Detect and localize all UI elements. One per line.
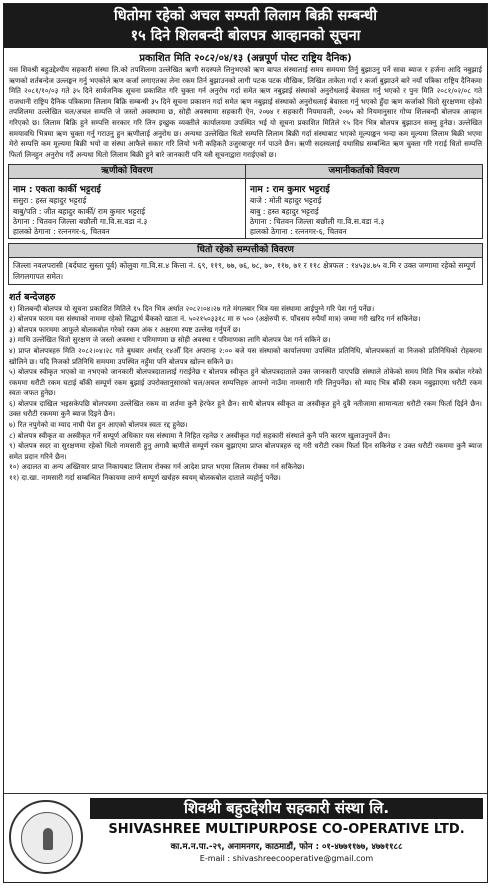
borrower-line: ठेगाना : चितवन जिल्ला बछौली गा.वि.स.वडा नं.३	[13, 216, 148, 226]
notice-header	[4, 4, 487, 48]
notice-body-text: यस शिवश्री बहुउद्देश्यीय सहकारी संस्था लि.को तपशिलमा उल्लेखित ऋणी सदस्यले लिनुभएको ऋण बापत संस्थालाई समय समयमा तिर्नु बुझाउनु पर्ने सावा ब्याज र हर्जना आदि नबुझाई ऋणको शर्तबन्देज उल्लङ्घन गर्नु भएकोले ऋण कर्जा लगाएतका लेना रकम तिर्न बुझाउनको लागी पटक पटक मौखिक, लिखित ताकेता गर्दा र कर्जा बुझाउने बारे नयाँ पत्रिका राष्ट्रिय दैनिकमा मिति २०८१/१०/०३ गते ३५ दिने सार्वजनिक सूचना प्रकाशित गरि चुक्ता गर्न अनुरोध गर्दा समेत ऋण नबुझाई संस्थाको अनुरोधलाई बेवास्ता गर्नु भएको र पुनः मिति २०८१/०२/०८ गते राजधानी राष्ट्रिय दैनिक पत्रिकामा लिलाम बिक्रि सम्बन्धी ३५ दिने सूचना प्रकाशन गर्दा समेत ऋण नबुझाई संस्थाको अनुरोधलाई बेवास्ता गर्नु भएको हुँदा ऋण कर्जाको धितो सुरक्षणमा रहेको तपशिलमा उल्लेखित चल/अचल सम्पत्ति जे जस्तो अवस्थामा छ, सोही अवस्थामा सहकारी ऐन, २०७४ र सहकारी नियमावली, २०७५ को नियमानुसार गोप्य शिलबन्दी बोलपत्र आव्हान गरिएको छ। लिलाम बिक्रि हुने सम्पत्ति सरकार गरि लिन इच्छुक व्यक्तीले कार्यालयमा उपस्थित भई यो सूचना प्रकाशित मितिले १५ दिन भित्र बोलपत्र बुझाउन सक्नु हुनेछ। उल्लेखित समयावधि भित्रमा ऋण चुक्ता गर्नु गराउनु हुन ऋणीलाई अनुरोध छ। अन्यथा उल्लेखित धितो सम्पत्ति लिलाम बिक्री गर्दा संस्थाबाट भएको मूल्याङ्कन भन्दा कम मूल्यमा लिलाम बिक्री भएमा मेरो सम्पत्ति कम मूल्यमा बिक्री भयो वा संस्था आफैले सकार गरि लियो भनी कहिकतै उजुरबाजुर गर्न पाउने छैन। ऋणी सदस्यलाई यथासिघ्र सम्बन्धित ऋण चुक्ता गरि गराई धितो सम्पत्ति फिर्ता लिनहुन अनुरोध गर्दै अन्यथा धितो लिलाम बिक्री हुने बारे जानकारी पनि यसै सूचनाद्वारा गराईएको छ।	[9, 65, 482, 159]
terms-item: ३) बोलपत्र फारममा आफुले बोलकबोल गरेको रकम अंक र अक्षरमा स्पष्ट उल्लेख गर्नुपर्ने छ।	[9, 324, 241, 334]
parties-row	[9, 165, 482, 237]
org-address: का.म.न.पा.-२९, अनामनगर, काठमाडौं, फोन : ०१-४७७११७७, ४७७११८८	[170, 842, 403, 852]
org-name-english: SHIVASHREE MULTIPURPOSE CO-OPERATIVE LTD.	[108, 822, 465, 837]
terms-item: १) शिलबन्दी बोलपत्र यो सूचना प्रकाशित मितिले १५ दिन भित्र अर्थात २०८२।०४।२७ गते मंगलबार भित्र यस संस्थामा आईपुग्ने गरि पेश गर्नु पर्नेछ।	[9, 303, 375, 313]
terms-item: ७) रित नपुगेको वा म्याद नाघी पेश हुन आएको बोलपत्र स्वतः रद्द हुनेछ।	[9, 420, 188, 430]
property-details	[8, 243, 483, 285]
guarantor-heading: जमानीकर्ताको विवरण	[246, 165, 482, 179]
borrower-name: नाम : एकता कार्की भट्टराई	[13, 185, 101, 196]
guarantor-line: बाबु : हस्त बहादुर भट्टराई	[250, 206, 319, 216]
terms-item: ५) बोलपत्र स्वीकृत भएको वा नभएको जानकारी बोलपत्रदातालाई गराईनेछ र बोलपत्र स्वीकृत हुने बोलपत्रदाताले उक्त जानकारी पाएपछि संस्थाले तोकेको समय मिति भित्र कबोल गरेको रकममा धरौटी रकम घटाई बाँकी सम्पूर्ण रकम बुझाई उपरोक्तानुसारको चल/अचल सम्पत्तिहरु आफ्नो नाउँमा नामसारी गरि लिनुपर्नेछ। सो म्याद भित्र बाँकी रकम नबुझाएमा धरौटी रकम स्वतः जफत हुनेछ।	[9, 367, 482, 398]
borrower-heading: ऋणीको विवरण	[9, 165, 245, 179]
guarantor-line: ठेगाना : चितवन जिल्ला बछौली गा.वि.स.वडा नं.३	[250, 216, 385, 226]
borrower-line: ससुरा : हस्त बहादुर भट्टराई	[13, 196, 87, 206]
logo-emblem	[21, 812, 73, 864]
terms-item: २) बोलपत्र फारम यस संस्थाको नाममा रहेको सिद्धार्थ बैंकको खाता नं. ५०२१५०३३१८ मा रु ५०० (अक्षेरुपी रु. पाँचसय रुपैयाँ मात्र) जम्मा गरी खरिद गर्न सकिनेछ।	[9, 314, 421, 324]
property-heading: धितो रहेको सम्पत्तीको विवरण	[9, 244, 482, 258]
borrower-details	[9, 165, 245, 237]
cooperative-logo	[9, 800, 83, 874]
notice-footer	[4, 793, 487, 882]
terms-item: ३) माथि उल्लेखित धितो सुरक्षण जे जस्तो अवस्था र परिमाणमा छ सोही अवस्था र परिमाणका लागि बोलपत्र पेश गर्न सकिने छ।	[9, 335, 331, 345]
notice-page	[3, 3, 488, 883]
guarantor-details	[245, 165, 482, 237]
published-date: प्रकाशित मिति २०८२/०४/१३ (अन्नपूर्ण पोस्ट राष्ट्रिय दैनिक)	[139, 53, 352, 64]
guarantor-name: नाम : राम कुमार भट्टराई	[250, 185, 330, 196]
header-line-2: १५ दिने शिलबन्दी बोलपत्र आव्हानको सूचना	[130, 28, 361, 44]
guarantor-line: बाजे : मोती बहादुर भट्टराई	[250, 196, 322, 206]
terms-item: ८) बोलपत्र स्वीकृत वा अस्वीकृत गर्ने सम्पूर्ण अधिकार यस संस्थामा नै निहित रहनेछ र अस्वीकृत गर्दा सहकारी संस्थाले कुनै पनि कारण खुलाउनुपर्ने छैन।	[9, 430, 391, 440]
borrower-line: बाबु/पति : जीत बहादुर कार्की/ राम कुमार भट्टराई	[13, 206, 146, 216]
deity-figure-icon	[43, 828, 53, 850]
org-email: E-mail : shivashreecooperative@gmail.com	[199, 854, 374, 863]
terms-item: ४) प्राप्त बोलपत्रहरु मिति २०८२।०४।२८ गते बुधबार अर्थात् १४औँ दिन अपरान्ह २:०० बजे यस संस्थाको कार्यालयमा उपस्थित प्रतिनिधि, बोलपत्रकर्ता वा निजको प्रतिनिधिको रोहबरमा खोलिने छ। यदि निजको प्रतिनिधि समयमा उपस्थित नहुँमा पनि बोलपत्र खोल्न सकिने छ।	[9, 345, 482, 366]
terms-list	[9, 304, 482, 484]
terms-item: १०) अदालत वा अन्य अख्तियार प्राप्त निकायबाट लिलाम रोक्का गर्न आदेश प्राप्त भएमा लिलाम रोक्का गर्न सकिनेछ।	[9, 462, 305, 472]
property-text: जिल्ला नवलपरासी (बर्दघाट सुस्ता पूर्व) कोलुवा गा.वि.स.४ कित्ता नं. ६९, ११९, ७७, ७६, ७८, ७०, ११७, ७१ र ११८ क्षेत्रफल : १४५३४.७५ व.मि र उक्त जग्गामा रहेको सम्पूर्ण लिगलगापत समेत।	[13, 260, 476, 281]
org-details	[90, 798, 483, 864]
terms-item: ९) बोलपत्र सदर वा सुरक्षणमा रहेको धितो नामसारी हुनु अगावै ऋणीले सम्पूर्ण रकम बुझाएमा प्राप्त बोलपत्रहरु रद्द गरी धरौटी रकम फिर्ता दिन सकिनेछ र उक्त धरौटी रकममा कुनै ब्याज समेत प्रदान गरिने छैन।	[9, 441, 482, 461]
parties-table	[8, 164, 483, 238]
guarantor-line: हालको ठेगाना : रत्ननगर-६, चितवन	[250, 227, 347, 237]
terms-item: ११) दा.खा. नामसारी गर्दा सम्बन्धित निकायमा लाग्ने सम्पूर्ण खर्चहरु स्वयम् बोलकबोल दाताले व्यहोर्नु पर्नेछ।	[9, 473, 281, 483]
borrower-line: हालको ठेगाना : रत्ननगर-६, चितवन	[13, 227, 110, 237]
org-name-nepali: शिवश्री बहुउद्देशीय सहकारी संस्था लि.	[90, 798, 483, 819]
header-line-1: धितोमा रहेको अचल सम्पती लिलाम बिक्री सम्बन्धी	[114, 8, 377, 24]
terms-item: ६) बोलपत्र दाखिल भइसकेपछि बोलपत्रमा उल्लेखित रकम वा शर्तमा कुनै हेरफेर हुने छैन। साथै बोलपत्र स्वीकृत वा अस्वीकृत हुने दुवै नतीजामा सामान्यता धरौटी रकम फिर्ता दिईने छैन। उक्त धरौटी रकममा कुनै ब्याज दिइने छैन।	[9, 398, 482, 419]
terms-title: शर्त बन्देजहरु	[9, 291, 56, 303]
